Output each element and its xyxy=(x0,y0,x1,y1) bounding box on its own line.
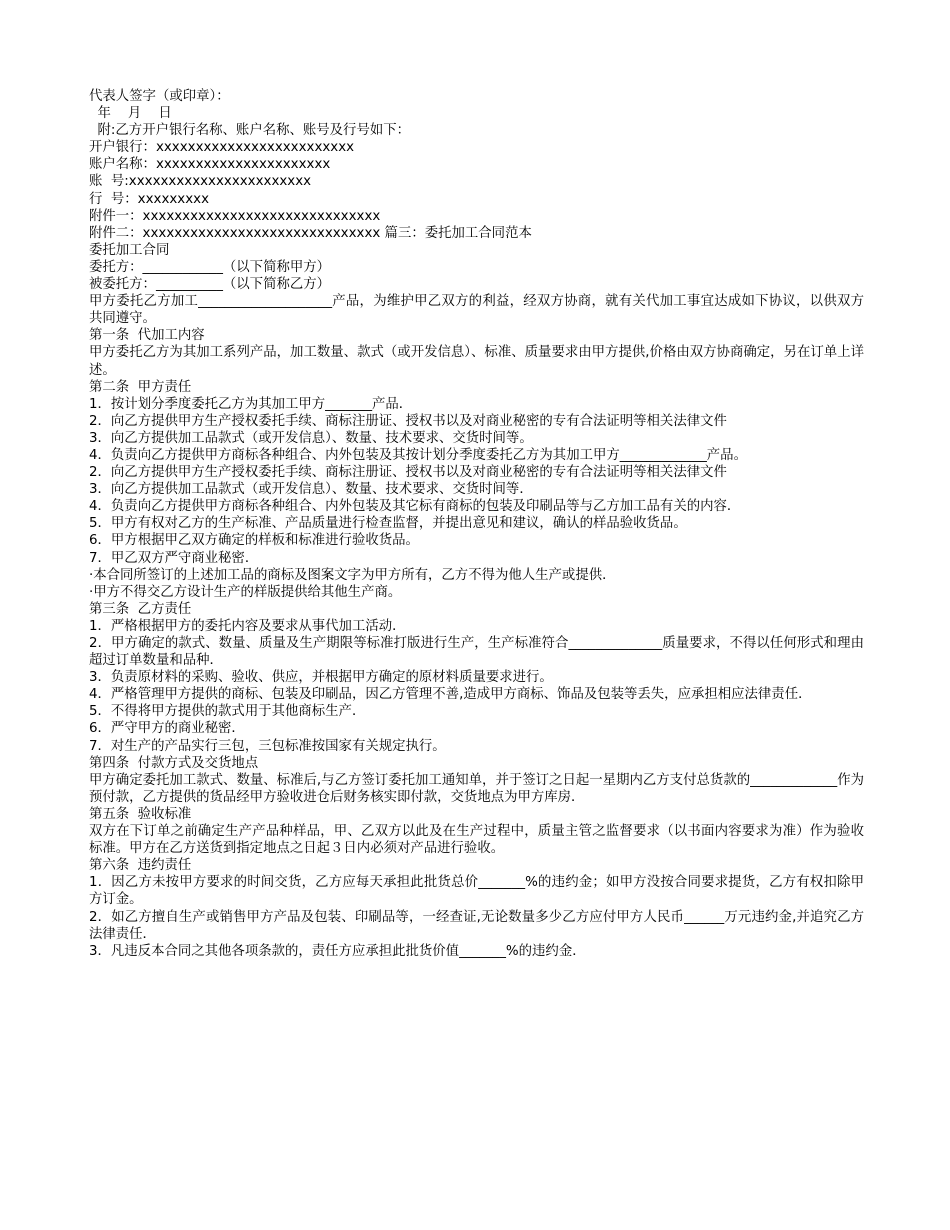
attachment-1-line: 附件一：xxxxxxxxxxxxxxxxxxxxxxxxxxxxxx xyxy=(89,208,381,224)
party-a-line: 委托方：____________（以下简称甲方） xyxy=(89,259,331,275)
article-6-item: 1．因乙方未按甲方要求的时间交货，乙方应每天承担此批货总价_______%的违约金；如甲方没按合同要求提货，乙方有权扣除甲方订金。 xyxy=(89,875,864,908)
article-5-body: 双方在下订单之前确定生产产品种样品，甲、乙双方以此及在生产过程中，质量主管之监督要求（以书面内容要求为准）作为验收标准。甲方在乙方送货到指定地点之日起３日内必须对产品进行验收。 xyxy=(89,824,864,857)
article-3-item: 2．甲方确定的款式、数量、质量及生产期限等标准打版进行生产，生产标准符合______________质量要求，不得以任何形式和理由超过订单数量和品种． xyxy=(89,636,864,669)
date-line: 年 月 日 xyxy=(89,106,172,122)
article-1-body: 甲方委托乙方为其加工系列产品，加工数量、款式（或开发信息）、标准、质量要求由甲方提供,价格由双方协商确定，另在订单上详述。 xyxy=(89,345,864,378)
article-2-item: 4．负责向乙方提供甲方商标各种组合、内外包装及其它标有商标的包装及印刷品等与乙方加工品有关的内容． xyxy=(89,499,741,515)
article-2-item: 2．向乙方提供甲方生产授权委托手续、商标注册证、授权书以及对商业秘密的专有合法证明等相关法律文件 xyxy=(89,465,727,481)
article-2-item: 4．负责向乙方提供甲方商标各种组合、内外包装及其按计划分季度委托乙方为其加工甲方_____________产品。 xyxy=(89,447,747,463)
article-2-item: 7．甲乙双方严守商业秘密． xyxy=(89,550,259,566)
article-2-item: 3．向乙方提供加工品款式（或开发信息）、数量、技术要求、交货时间等． xyxy=(89,482,533,498)
article-3-item: 4．严格管理甲方提供的商标、包装及印刷品，因乙方管理不善,造成甲方商标、饰品及包装等丢失，应承担相应法律责任． xyxy=(89,687,812,703)
article-3-item: 6．严守甲方的商业秘密． xyxy=(89,721,245,737)
article-6-item: 3．凡违反本合同之其他各项条款的，责任方应承担此批货价值_______%的违约金． xyxy=(89,943,586,959)
article-2-item: 2．向乙方提供甲方生产授权委托手续、商标注册证、授权书以及对商业秘密的专有合法证明等相关法律文件 xyxy=(89,413,727,429)
bank-name-line: 开户银行：xxxxxxxxxxxxxxxxxxxxxxxxx xyxy=(89,140,355,156)
article-2-heading: 第二条 甲方责任 xyxy=(89,379,192,395)
article-4-body: 甲方确定委托加工款式、数量、标准后,与乙方签订委托加工通知单，并于签订之日起一星期内乙方支付总货款的_____________作为预付款，乙方提供的货品经甲方验收进仓后财务核实即付款，交货地点为甲方库房． xyxy=(89,772,864,805)
article-1-heading: 第一条 代加工内容 xyxy=(89,328,205,344)
contract-title: 委托加工合同 xyxy=(89,242,170,258)
article-3-item: 5．不得将甲方提供的款式用于其他商标生产． xyxy=(89,704,366,720)
article-2-item: 5．甲方有权对乙方的生产标准、产品质量进行检查监督，并提出意见和建议，确认的样品验收货品。 xyxy=(89,516,687,532)
article-3-item: 3．负责原材料的采购、验收、供应，并根据甲方确定的原材料质量要求进行。 xyxy=(89,670,553,686)
attachment-2-line: 附件二：xxxxxxxxxxxxxxxxxxxxxxxxxxxxxx 篇三：委托加工合同范本 xyxy=(89,225,532,241)
article-6-heading: 第六条 违约责任 xyxy=(89,858,192,874)
article-2-item: 3．向乙方提供加工品款式（或开发信息）、数量、技术要求、交货时间等。 xyxy=(89,430,533,446)
article-3-heading: 第三条 乙方责任 xyxy=(89,601,192,617)
preamble-paragraph: 甲方委托乙方加工____________________产品，为维护甲乙双方的利益，经双方协商，就有关代加工事宜达成如下协议，以供双方共同遵守。 xyxy=(89,294,864,327)
article-2-item: 1．按计划分季度委托乙方为其加工甲方_______产品． xyxy=(89,396,413,412)
bank-code-line: 行 号：xxxxxxxxx xyxy=(89,191,210,207)
article-5-heading: 第五条 验收标准 xyxy=(89,806,192,822)
article-6-item: 2．如乙方擅自生产或销售甲方产品及包装、印刷品等，一经查证,无论数量多少乙方应付甲方人民币______万元违约金,并追究乙方法律责任． xyxy=(89,909,864,942)
article-2-bullet: ·甲方不得交乙方设计生产的样版提供给其他生产商。 xyxy=(89,584,402,600)
article-2-item: 6．甲方根据甲乙双方确定的样板和标准进行验收货品。 xyxy=(89,533,419,549)
party-b-line: 被委托方：__________（以下简称乙方） xyxy=(89,277,331,293)
article-2-bullet: ·本合同所签订的上述加工品的商标及图案文字为甲方所有，乙方不得为他人生产或提供． xyxy=(89,567,616,583)
article-3-item: 1．严格根据甲方的委托内容及要求从事代加工活动． xyxy=(89,618,406,634)
signature-line: 代表人签字（或印章）： xyxy=(89,89,230,104)
contract-document xyxy=(89,88,864,960)
article-4-heading: 第四条 付款方式及交货地点 xyxy=(89,755,259,771)
account-number-line: 账 号:xxxxxxxxxxxxxxxxxxxxxxx xyxy=(89,174,312,190)
account-name-line: 账户名称：xxxxxxxxxxxxxxxxxxxxxx xyxy=(89,157,331,173)
bank-info-intro: 附:乙方开户银行名称、账户名称、账号及行号如下： xyxy=(89,123,411,139)
article-3-item: 7．对生产的产品实行三包，三包标准按国家有关规定执行。 xyxy=(89,738,446,754)
